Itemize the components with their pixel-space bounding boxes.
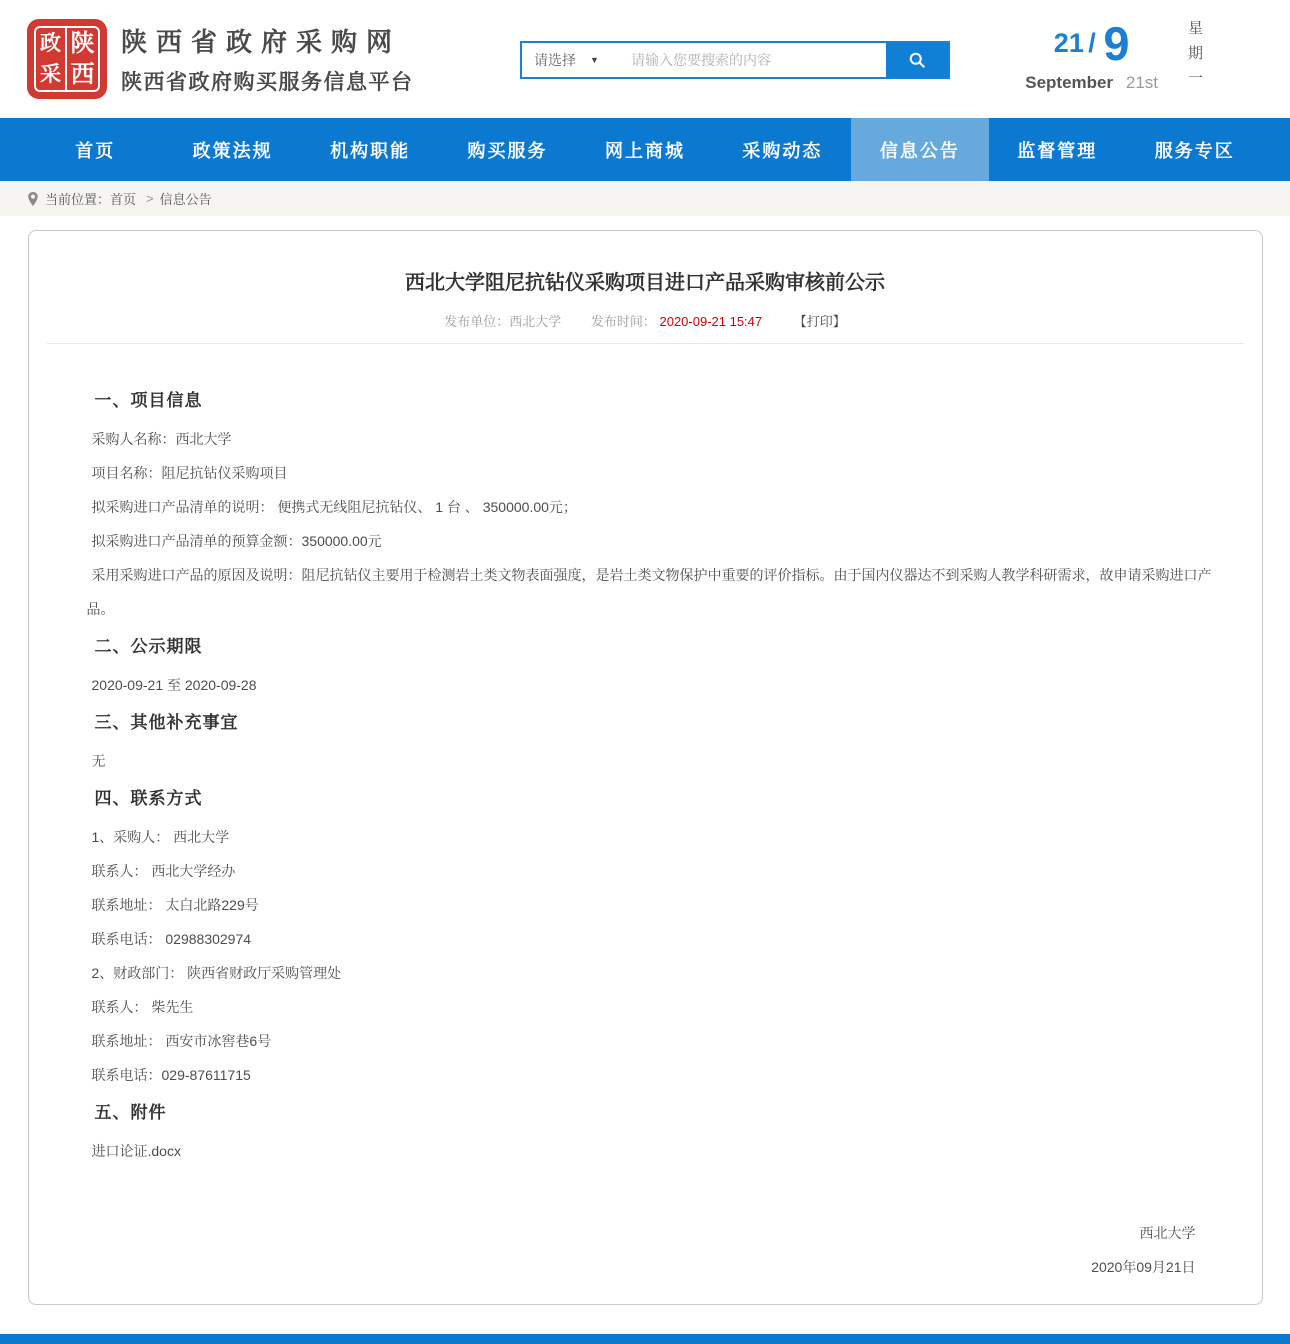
contact-address-2: 联系地址： 西安市冰窖巷6号	[91, 1033, 272, 1049]
other-matters-value: 无	[91, 753, 106, 769]
nav-item-purchase-services[interactable]: 购买服务	[467, 140, 548, 161]
site-header	[0, 0, 1290, 118]
location-pin-icon	[27, 191, 39, 207]
project-name: 项目名称：阻尼抗钻仪采购项目	[91, 465, 288, 481]
article-signature	[87, 1216, 1212, 1284]
section-heading-project-info: 一、项目信息	[94, 391, 203, 410]
site-logo-link[interactable]	[27, 19, 414, 99]
seal-char: 西	[70, 60, 95, 88]
section-heading-contact-info: 四、联系方式	[94, 789, 203, 808]
contact-person-2: 联系人： 柴先生	[91, 999, 194, 1015]
footer-bar	[0, 1334, 1290, 1344]
contact-finance-dept: 2、财政部门： 陕西省财政厅采购管理处	[91, 965, 342, 981]
breadcrumb-current[interactable]: 信息公告	[159, 192, 212, 207]
article-body	[29, 388, 1262, 1284]
nav-item-procurement-news[interactable]: 采购动态	[742, 140, 823, 161]
attachment-link[interactable]: 进口论证.docx	[91, 1143, 181, 1159]
seal-char: 政	[36, 28, 67, 59]
header-divider	[47, 343, 1244, 344]
nav-item-online-mall[interactable]: 网上商城	[604, 140, 685, 161]
breadcrumb-separator: >	[146, 191, 154, 206]
breadcrumb-label: 当前位置：	[45, 192, 111, 207]
date-ordinal: 21st	[1125, 73, 1158, 92]
breadcrumb-home-link[interactable]: 首页	[110, 192, 137, 207]
weekday-label: 星期一	[1186, 20, 1203, 95]
date-widget	[1025, 16, 1247, 95]
publish-time-value: 2020-09-21 15:47	[659, 314, 763, 329]
section-heading-publicity-period: 二、公示期限	[94, 637, 203, 656]
signature-date: 2020年09月21日	[1091, 1259, 1196, 1275]
publish-time-label: 发布时间：	[590, 314, 656, 329]
date-day: 21	[1053, 28, 1084, 58]
contact-address-1: 联系地址： 太白北路229号	[91, 897, 259, 913]
import-list-description: 拟采购进口产品清单的说明： 便携式无线阻尼抗钻仪、 1 台 、 350000.00元；	[91, 499, 577, 515]
government-seal-logo	[27, 19, 107, 99]
contact-purchaser: 1、采购人： 西北大学	[91, 829, 230, 845]
search-icon	[907, 50, 927, 70]
contact-person-1: 联系人： 西北大学经办	[91, 863, 236, 879]
import-reason: 采用采购进口产品的原因及说明：阻尼抗钻仪主要用于检测岩土类文物表面强度，是岩土类文物保护中重要的评价指标。由于国内仪器达不到采购人教学科研需求，故申请采购进口产品。	[86, 567, 1212, 617]
purchaser-name: 采购人名称：西北大学	[91, 431, 232, 447]
site-title: 陕西省政府采购网	[121, 27, 402, 57]
seal-char: 陕	[70, 29, 95, 57]
import-list-budget: 拟采购进口产品清单的预算金额：350000.00元	[91, 533, 382, 549]
publicity-period-dates: 2020-09-21 至 2020-09-28	[91, 677, 257, 693]
section-heading-attachments: 五、附件	[94, 1103, 167, 1122]
date-month-number: 9	[1103, 17, 1130, 70]
article-title: 西北大学阻尼抗钻仪采购项目进口产品采购审核前公示	[405, 272, 885, 294]
article-card	[28, 230, 1263, 1305]
section-heading-other-matters: 三、其他补充事宜	[94, 713, 239, 732]
search-button[interactable]	[886, 43, 948, 77]
site-subtitle: 陕西省政府购买服务信息平台	[121, 71, 414, 94]
chevron-down-icon: ▼	[590, 55, 599, 65]
seal-char: 采	[36, 59, 67, 90]
nav-item-functions[interactable]: 机构职能	[330, 140, 411, 161]
print-button[interactable]: 【打印】	[793, 314, 846, 329]
breadcrumb	[0, 181, 1290, 216]
nav-item-supervision[interactable]: 监督管理	[1017, 140, 1098, 161]
contact-phone-1: 联系电话： 02988302974	[91, 931, 252, 947]
nav-item-service-zone[interactable]: 服务专区	[1154, 140, 1235, 161]
search-category-select[interactable]	[522, 43, 625, 77]
signature-org: 西北大学	[1139, 1225, 1196, 1241]
search-bar	[520, 41, 950, 79]
date-separator: /	[1088, 28, 1104, 58]
search-input[interactable]	[625, 43, 886, 77]
article-meta	[29, 313, 1262, 331]
nav-item-announcements[interactable]: 信息公告	[851, 118, 988, 181]
nav-item-home[interactable]: 首页	[75, 140, 116, 161]
date-month-name: September	[1025, 73, 1114, 92]
nav-item-policies[interactable]: 政策法规	[192, 140, 273, 161]
contact-phone-2: 联系电话：029-87611715	[91, 1067, 251, 1083]
search-category-value: 请选择	[534, 52, 576, 68]
main-navigation	[0, 118, 1290, 181]
publisher-label: 发布单位：西北大学	[444, 314, 562, 329]
